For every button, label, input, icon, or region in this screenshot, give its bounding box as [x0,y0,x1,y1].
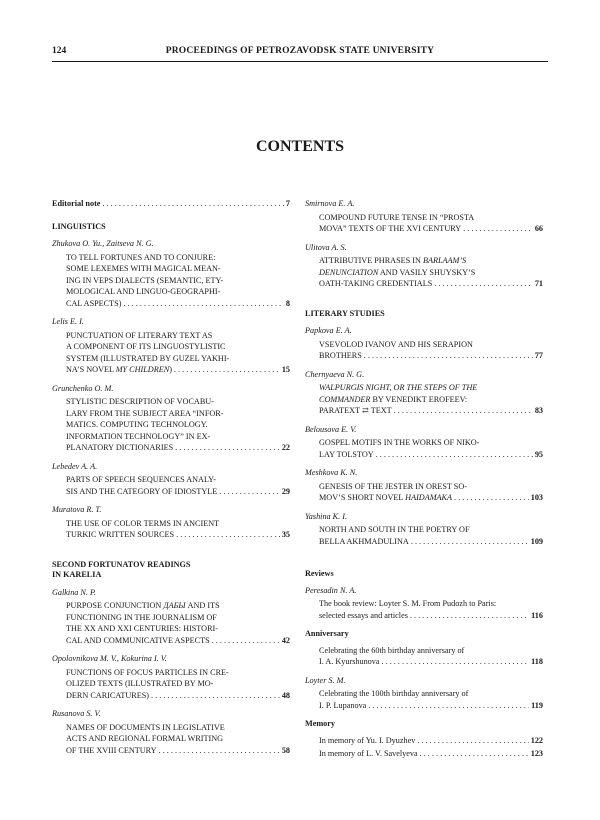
toc-entry[interactable] [305,675,543,712]
leader-dots [376,449,533,461]
title-last-line [319,449,543,461]
entry-author: Galkina N. P. [52,587,96,597]
heading-line: SECOND FORTUNATOV READINGS [52,559,191,569]
entry-author: Papkova E. A. [305,326,352,335]
entry-author: Lelis E. I. [52,317,84,326]
title-text: BY VENEDIKT EROFEEV: [370,394,468,404]
title-line: TO TELL FORTUNES AND TO CONJURE: [66,252,216,262]
title-italic: BARLAAM’S [422,256,467,265]
title-last-line [319,223,543,235]
leader-dots [175,442,280,454]
title-last-line [319,492,543,504]
section-heading-memory: Memory [305,719,336,728]
title-last-line [319,656,543,668]
entry-author: Chernyaeva N. G. [305,369,365,379]
header-rule [52,61,548,62]
title-italic: WALPURGIS NIGHT, OR THE STEPS OF THE [319,383,478,392]
entry-title [319,748,543,760]
entry-author: Yashina K. I. [305,511,348,521]
entry-title [66,474,290,497]
entry-title [66,600,290,646]
title-line: OLIZED TEXTS (ILLUSTRATED BY MO- [66,679,214,688]
title-text: MOV’S SHORT NOVEL [319,493,406,502]
page-ref: 122 [530,735,543,745]
leader-dots [434,278,533,290]
toc-entry[interactable] [305,735,543,747]
toc-entry[interactable] [52,461,290,498]
leader-dots [212,635,280,647]
entry-author: Lebedev A. A. [52,461,98,471]
entry-title [66,722,290,757]
title-line: PARATEXT ⇄ TEXT [319,406,392,415]
page-ref: 35 [281,530,290,539]
page-ref: 58 [281,745,290,755]
entry-title [319,481,543,504]
page-ref: 15 [281,365,290,374]
page-ref: 71 [534,279,543,288]
title-line: TURKIC WRITTEN SOURCES [66,530,175,539]
title-line: In memory of L. V. Savelyeva [319,749,418,758]
title-line: STYLISTIC DESCRIPTION OF VOCABU- [66,397,214,406]
title-text: ATTRIBUTIVE PHRASES IN [319,256,423,265]
toc-entry[interactable] [305,198,543,235]
title-last-line [319,536,543,548]
title-line: BELLA AKHMADULINA [319,536,409,546]
toc-entry[interactable] [52,383,290,454]
leader-dots [176,529,280,541]
entry-title [319,437,543,460]
title-line: CAL ASPECTS) [66,298,122,308]
entry-title [319,735,543,747]
leader-dots [159,745,280,757]
title-line: MOVA” TEXTS OF THE XVI CENTURY [319,224,462,233]
title-line: GOSPEL MOTIFS IN THE WORKS OF NIKO- [319,438,480,447]
title-line: LARY FROM THE SUBJECT AREA “INFOR- [66,408,224,418]
title-line: MATICS. COMPUTING TECHNOLOGY. [66,420,208,429]
title-italic: MY CHILDREN [115,365,170,374]
title-line: NORTH AND SOUTH IN THE POETRY OF [319,525,470,534]
entry-title [319,339,543,362]
heading-line: IN KARELIA [52,570,102,579]
leader-dots [219,486,280,498]
title-last-line [319,405,543,417]
page-ref: 116 [531,610,543,620]
leader-dots [382,656,530,668]
title-text: AND VASILY SHUYSKY’S [378,267,476,277]
page-ref: 95 [534,449,543,459]
title-line [319,394,543,406]
page-ref: 8 [285,298,290,308]
entry-title [319,382,543,417]
entry-author: Loyter S. M. [305,675,346,685]
entry-title [319,688,543,711]
toc-entry[interactable] [52,238,290,309]
page-ref: 83 [534,406,543,415]
section-heading-linguistics: LINGUISTICS [52,221,106,231]
page-ref: 7 [285,199,290,208]
title-line: THE XX AND XXI CENTURIES: HISTORI- [66,624,218,633]
entry-author: Rusanova S. V. [52,709,101,718]
title-last-line [319,278,543,290]
entry-author: Belousova E. V. [305,424,357,434]
editorial-note-label: Editorial note [52,199,101,208]
title-line: DERN CARICATURES) [66,690,150,700]
page-ref: 103 [530,493,543,502]
title-line: A COMPONENT OF ITS LINGUOSTYLISTIC [66,342,226,351]
toc-entry[interactable] [305,511,543,548]
title-line: FUNCTIONING IN THE JOURNALISM OF [66,612,217,622]
entry-author: Opolovnikova M. V., Kokurina I. V. [52,654,167,663]
left-column [52,198,290,763]
toc-entry[interactable] [305,325,543,362]
title-line: OF THE XVIII CENTURY [66,745,157,755]
page-ref: 42 [281,635,290,645]
section-heading-anniversary: Anniversary [305,629,349,638]
title-line: Celebrating the 60th birthday anniversary of [319,645,465,655]
title-line: I. P. Lupanova [319,700,367,710]
leader-dots [174,364,280,376]
title-last-line [319,748,543,760]
title-line: MOLOGICAL AND LINGUO-GEOGRAPHI- [66,287,221,296]
title-line [319,255,543,267]
entry-title [66,330,290,376]
page-ref: 109 [530,536,543,546]
title-last-line [66,529,290,541]
contents-heading: CONTENTS [255,138,345,155]
entry-author: Peresadin N. A. [305,585,357,595]
entry-author: Muratova R. T. [52,505,102,514]
title-line: CAL AND COMMUNICATIVE ASPECTS [66,635,210,645]
leader-dots [123,298,283,310]
page-number: 124 [52,46,67,56]
title-last-line [319,700,543,712]
leader-dots [454,492,529,504]
title-line: PARTS OF SPEECH SEQUENCES ANALY- [66,475,216,484]
toc-entry[interactable] [305,645,543,668]
toc-entry[interactable] [305,748,543,760]
entry-title [319,255,543,290]
entry-title [319,212,543,235]
title-line: SOME LEXEMES WITH MAGICAL MEAN- [66,264,221,273]
title-last-line [66,635,290,647]
title-line: OATH-TAKING CREDENTIALS [319,279,433,288]
title-line: PLANATORY DICTIONARIES [66,443,174,452]
entry-author: Meshkova K. N. [305,468,358,477]
toc-entry[interactable] [305,369,543,417]
title-text: PURPOSE CONJUNCTION [66,601,164,610]
title-italic: COMMANDER [319,394,371,404]
title-line: PUNCTUATION OF LITERARY TEXT AS [66,330,213,340]
toc-entry[interactable] [52,587,290,647]
page-ref: 77 [534,351,543,360]
page-ref: 29 [281,486,290,496]
toc-entry[interactable] [305,585,543,622]
toc-entry[interactable] [305,424,543,461]
entry-title [319,645,543,668]
leader-dots [151,690,280,702]
title-line: selected essays and articles [319,610,408,620]
title-line: Celebrating the 100th birthday anniversary of [319,689,469,698]
title-last-line [66,364,290,376]
title-line: LAY TOLSTOY [319,449,374,459]
leader-dots [410,610,529,622]
title-italic: ДАБЫ [163,601,186,610]
title-line: In memory of Yu. I. Dyuzhev [319,735,416,745]
title-line: ACTS AND REGIONAL FORMAL WRITING [66,734,224,743]
toc-entry[interactable] [305,242,543,290]
entry-author: Smirnova E. A. [305,199,355,208]
title-last-line [319,735,543,747]
title-line: The book review: Loyter S. M. From Pudozh to Paris: [319,599,497,608]
title-last-line [66,486,290,498]
leader-dots [417,735,528,747]
title-line: NAMES OF DOCUMENTS IN LEGISLATIVE [66,722,225,732]
leader-dots [463,223,533,235]
page-ref: 66 [534,224,543,233]
title-last-line [66,745,290,757]
title-last-line [319,610,543,622]
title-text: NA’S NOVEL [66,365,116,374]
page-ref: 123 [530,749,543,758]
title-last-line [66,442,290,454]
toc-entry[interactable] [52,504,290,541]
leader-dots [364,350,533,362]
toc-entry[interactable] [305,467,543,504]
title-line: GENESIS OF THE JESTER IN OREST SO- [319,481,467,491]
leader-dots [411,536,529,548]
page-ref: 118 [531,657,543,666]
title-line: BROTHERS [319,351,362,360]
title-line: THE USE OF COLOR TERMS IN ANCIENT [66,518,220,528]
title-italic: DENUNCIATION [319,267,379,277]
entry-title [66,667,290,702]
title-line: I. A. Kyurshunova [319,657,380,666]
page-ref: 48 [281,690,290,700]
entry-title [66,252,290,310]
entry-author: Ulitova A. S. [305,242,347,252]
right-column [305,198,543,767]
title-last-line [66,298,290,310]
entry-title [66,396,290,454]
title-last-line [319,350,543,362]
title-line: COMPOUND FUTURE TENSE IN “PROSTA [319,212,475,222]
page-ref: 119 [531,700,543,710]
section-heading-fortunatov [52,560,290,581]
leader-dots [102,198,283,210]
section-heading-reviews: Reviews [305,569,334,578]
entry-title [66,518,290,541]
title-text: ) [169,365,172,374]
title-line: SYSTEM (ILLUSTRATED BY GUZEL YAKHI- [66,353,230,363]
journal-title: PROCEEDINGS OF PETROZAVODSK STATE UNIVERSITY [165,46,435,56]
leader-dots [394,405,533,417]
editorial-note-entry[interactable] [52,198,290,210]
toc-entry[interactable] [52,316,290,376]
title-italic: HAIDAMAKA [405,493,453,502]
title-line: ING IN VEPS DIALECTS (SEMANTIC, ETY- [66,275,224,285]
toc-entry[interactable] [52,653,290,701]
entry-title [319,598,543,621]
section-heading-literary: LITERARY STUDIES [305,308,385,318]
title-line [319,267,543,279]
page-ref: 22 [281,443,290,452]
entry-author: Zhukova O. Yu., Zaitseva N. G. [52,239,154,248]
leader-dots [420,748,529,760]
title-line [66,600,290,612]
title-line: INFORMATION TECHNOLOGY” IN EX- [66,431,211,441]
title-line: VSEVOLOD IVANOV AND HIS SERAPION [319,339,473,349]
title-line: FUNCTIONS OF FOCUS PARTICLES IN CRE- [66,667,229,677]
title-last-line [66,690,290,702]
entry-author: Grunchenko O. M. [52,383,114,393]
leader-dots [368,700,529,712]
toc-entry[interactable] [52,708,290,756]
title-line [66,364,172,376]
title-line [319,492,452,504]
title-text: AND ITS [185,601,220,610]
entry-title [319,524,543,547]
title-line: SIS AND THE CATEGORY OF IDIOSTYLE [66,486,218,496]
